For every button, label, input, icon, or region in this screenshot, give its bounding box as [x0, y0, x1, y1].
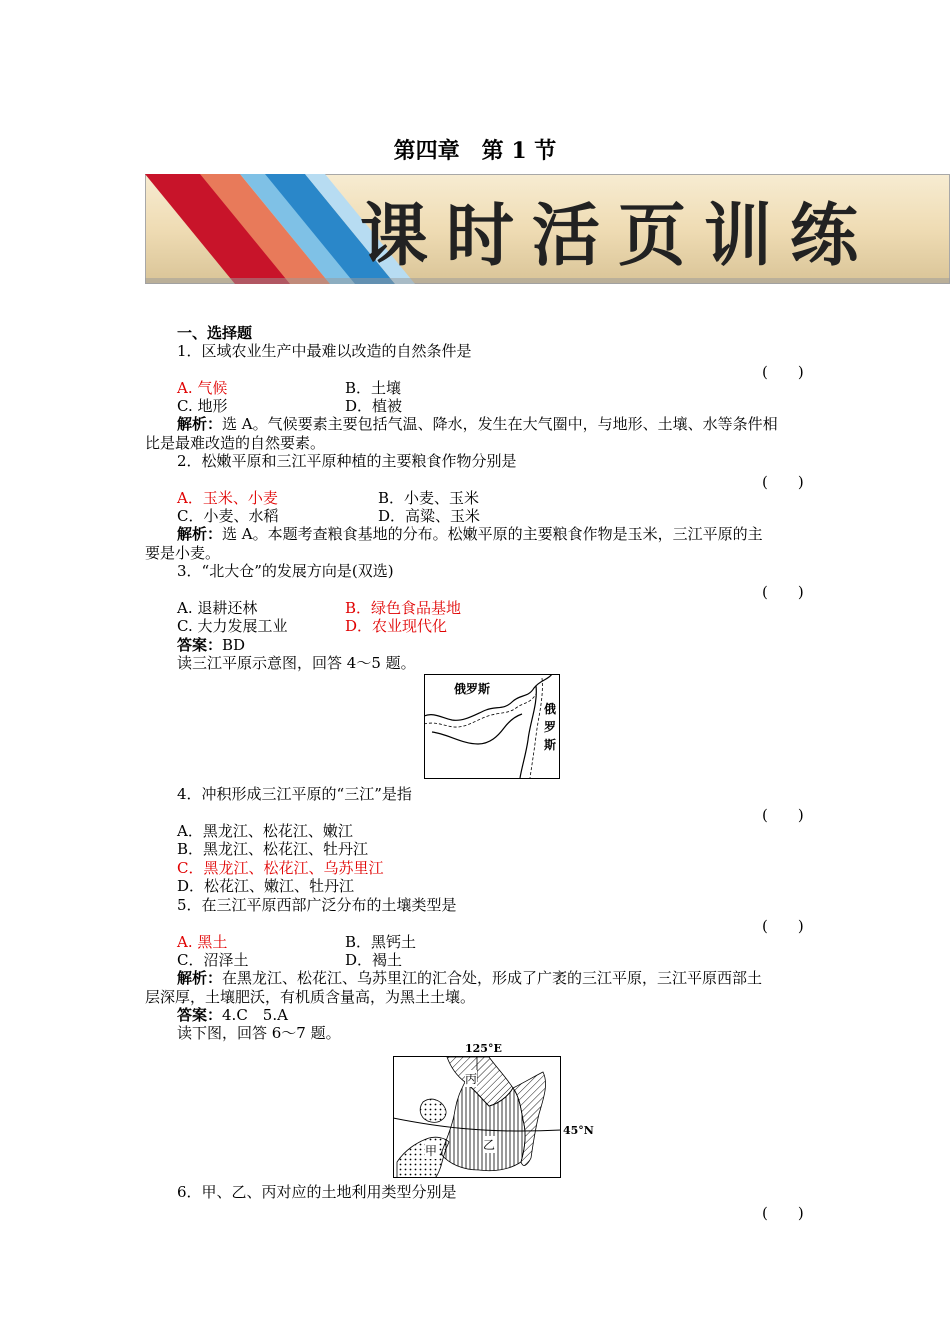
map2-lon-label: 125°E — [465, 1042, 502, 1055]
q6-stem: 6．甲、乙、丙对应的土地利用类型分别是 — [177, 1183, 457, 1201]
q2-option-a: A．玉米、小麦 — [177, 489, 278, 507]
map2-label-yi: 乙 — [483, 1138, 496, 1152]
q4-option-d: D．松花江、嫩江、牡丹江 — [177, 877, 355, 895]
q1-stem: 1．区域农业生产中最难以改造的自然条件是 — [177, 342, 472, 360]
sanjiang-plain-map — [424, 674, 560, 779]
intro-q4-q5: 读三江平原示意图，回答 4～5 题。 — [177, 654, 416, 672]
q5-option-a: A. 黑土 — [177, 933, 228, 951]
q2-option-c: C．小麦、水稻 — [177, 507, 279, 525]
q3-answer-paren: ( ) — [762, 583, 804, 601]
q2-analysis-line-1 — [177, 525, 763, 543]
q2-analysis-text-1: 选 A。本题考查粮食基地的分布。松嫩平原的主要粮食作物是玉米，三江平原的主 — [222, 525, 763, 543]
q1-option-b: B．土壤 — [345, 379, 402, 397]
land-use-map — [393, 1042, 593, 1178]
map1-label-russia-right-2: 罗 — [544, 720, 557, 734]
q5-analysis-line-1 — [177, 969, 762, 987]
q5-analysis-label: 解析： — [177, 969, 223, 987]
q5-answer — [177, 1006, 288, 1024]
q5-answer-value: 4.C 5.A — [222, 1006, 288, 1024]
q1-option-d: D．植被 — [345, 397, 403, 415]
section-title: 一、选择题 — [177, 324, 253, 342]
q4-answer-paren: ( ) — [762, 806, 804, 824]
q2-option-d: D．高粱、玉米 — [378, 507, 481, 525]
q1-analysis-line-1 — [177, 415, 778, 433]
map1-label-russia-right-1: 俄 — [544, 702, 557, 716]
q3-option-b: B．绿色食品基地 — [345, 599, 462, 617]
q5-analysis-text-1: 在黑龙江、松花江、乌苏里江的汇合处，形成了广袤的三江平原，三江平原西部土 — [222, 969, 763, 987]
q5-option-b: B．黑钙土 — [345, 933, 417, 951]
q5-analysis-line-2: 层深厚，土壤肥沃，有机质含量高，为黑土土壤。 — [145, 988, 476, 1006]
q6-answer-paren: ( ) — [762, 1204, 804, 1222]
map2-label-bing: 丙 — [465, 1072, 478, 1086]
q3-option-d: D．农业现代化 — [345, 617, 448, 635]
q5-option-d: D．褐土 — [345, 951, 403, 969]
map1-label-russia-top: 俄罗斯 — [454, 682, 491, 696]
q3-answer-value: BD — [222, 636, 246, 654]
q1-analysis-line-2: 比是最难改造的自然要素。 — [145, 434, 326, 452]
q5-answer-label: 答案： — [177, 1006, 223, 1024]
q2-answer-paren: ( ) — [762, 473, 804, 491]
map2-label-jia: 甲 — [425, 1144, 438, 1158]
q2-stem: 2．松嫩平原和三江平原种植的主要粮食作物分别是 — [177, 452, 517, 470]
q1-analysis-text-1: 选 A。气候要素主要包括气温、降水，发生在大气圈中，与地形、土壤、水等条件相 — [222, 415, 778, 433]
q3-answer — [177, 636, 245, 654]
q4-option-a: A．黑龙江、松花江、嫩江 — [177, 822, 353, 840]
banner-text: 课时活页训练 — [360, 197, 877, 276]
q1-analysis-label: 解析： — [177, 415, 223, 433]
map1-label-russia-right-3: 斯 — [544, 738, 557, 752]
q4-option-b: B．黑龙江、松花江、牡丹江 — [177, 840, 369, 858]
q1-option-a: A. 气候 — [177, 379, 228, 397]
q5-option-c: C．沼泽土 — [177, 951, 249, 969]
q5-answer-paren: ( ) — [762, 917, 804, 935]
q5-stem: 5．在三江平原西部广泛分布的土壤类型是 — [177, 896, 457, 914]
q1-option-c: C. 地形 — [177, 397, 228, 415]
q2-analysis-line-2: 要是小麦。 — [145, 544, 221, 562]
intro-q6-q7: 读下图，回答 6～7 题。 — [177, 1024, 341, 1042]
q4-option-c: C．黑龙江、松花江、乌苏里江 — [177, 859, 384, 877]
q4-stem: 4．冲积形成三江平原的“三江”是指 — [177, 785, 412, 803]
q2-analysis-label: 解析： — [177, 525, 223, 543]
q3-stem: 3．“北大仓”的发展方向是(双选) — [177, 562, 394, 580]
q3-option-a: A. 退耕还林 — [177, 599, 258, 617]
map2-lat-label: 45°N — [563, 1124, 594, 1137]
banner — [145, 174, 950, 284]
q3-answer-label: 答案： — [177, 636, 223, 654]
chapter-title: 第四章 第 1 节 — [393, 138, 557, 164]
q1-answer-paren: ( ) — [762, 363, 804, 381]
q2-option-b: B．小麦、玉米 — [378, 489, 480, 507]
q3-option-c: C. 大力发展工业 — [177, 617, 288, 635]
